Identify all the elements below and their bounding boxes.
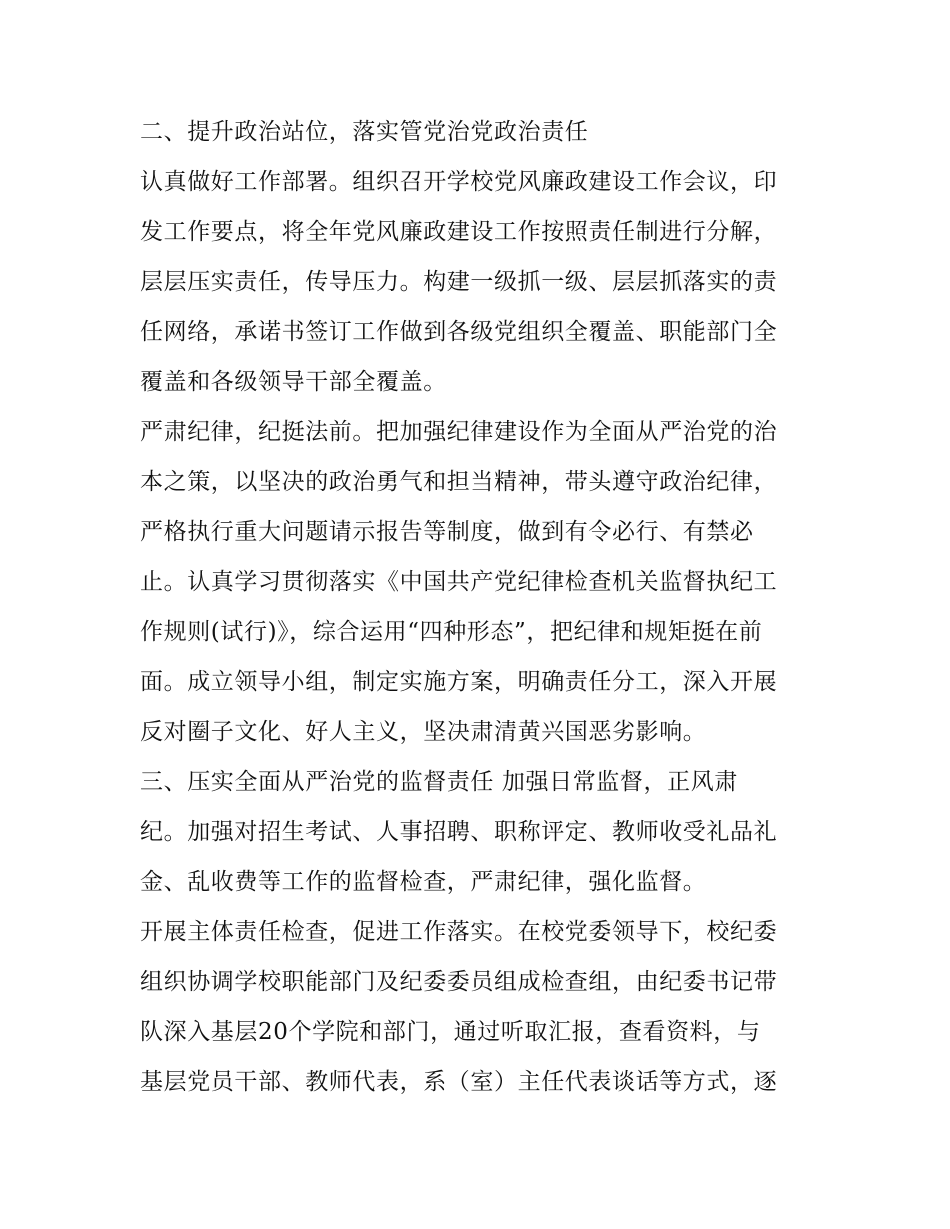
paragraph-line: 止。认真学习贯彻落实《中国共产党纪律检查机关监督执纪工 (140, 569, 778, 595)
paragraph-line: 反对圈子文化、好人主义，坚决肃清黄兴国恶劣影响。 (140, 719, 707, 745)
paragraph-line: 发工作要点，将全年党风廉政建设工作按照责任制进行分解， (140, 219, 778, 245)
paragraph-line: 本之策，以坚决的政治勇气和担当精神，带头遵守政治纪律， (140, 469, 778, 495)
paragraph-line: 队深入基层20个学院和部门，通过听取汇报，查看资料，与 (140, 1019, 761, 1045)
paragraph-line: 面。成立领导小组，制定实施方案，明确责任分工，深入开展 (140, 669, 778, 695)
paragraph-line: 严肃纪律，纪挺法前。把加强纪律建设作为全面从严治党的治 (140, 419, 778, 445)
paragraph-line: 金、乱收费等工作的监督检查，严肃纪律，强化监督。 (140, 869, 707, 895)
paragraph-line: 基层党员干部、教师代表，系（室）主任代表谈话等方式，逐 (140, 1069, 778, 1095)
paragraph-line: 组织协调学校职能部门及纪委委员组成检查组，由纪委书记带 (140, 969, 778, 995)
paragraph-line: 严格执行重大问题请示报告等制度，做到有令必行、有禁必 (140, 519, 754, 545)
document-body (140, 107, 820, 1107)
paragraph-line: 纪。加强对招生考试、人事招聘、职称评定、教师收受礼品礼 (140, 819, 778, 845)
section-heading-3: 三、压实全面从严治党的监督责任 加强日常监督，正风肃 (140, 769, 738, 795)
paragraph-line: 任网络，承诺书签订工作做到各级党组织全覆盖、职能部门全 (140, 319, 778, 345)
paragraph-line: 作规则(试行)》，综合运用“四种形态”，把纪律和规矩挺在前 (140, 619, 763, 645)
paragraph-line: 层层压实责任，传导压力。构建一级抓一级、层层抓落实的责 (140, 269, 778, 295)
section-heading-2: 二、提升政治站位，落实管党治党政治责任 (140, 119, 589, 145)
paragraph-line: 认真做好工作部署。组织召开学校党风廉政建设工作会议，印 (140, 169, 778, 195)
paragraph-line: 覆盖和各级领导干部全覆盖。 (140, 369, 447, 395)
paragraph-line: 开展主体责任检查，促进工作落实。在校党委领导下，校纪委 (140, 919, 778, 945)
